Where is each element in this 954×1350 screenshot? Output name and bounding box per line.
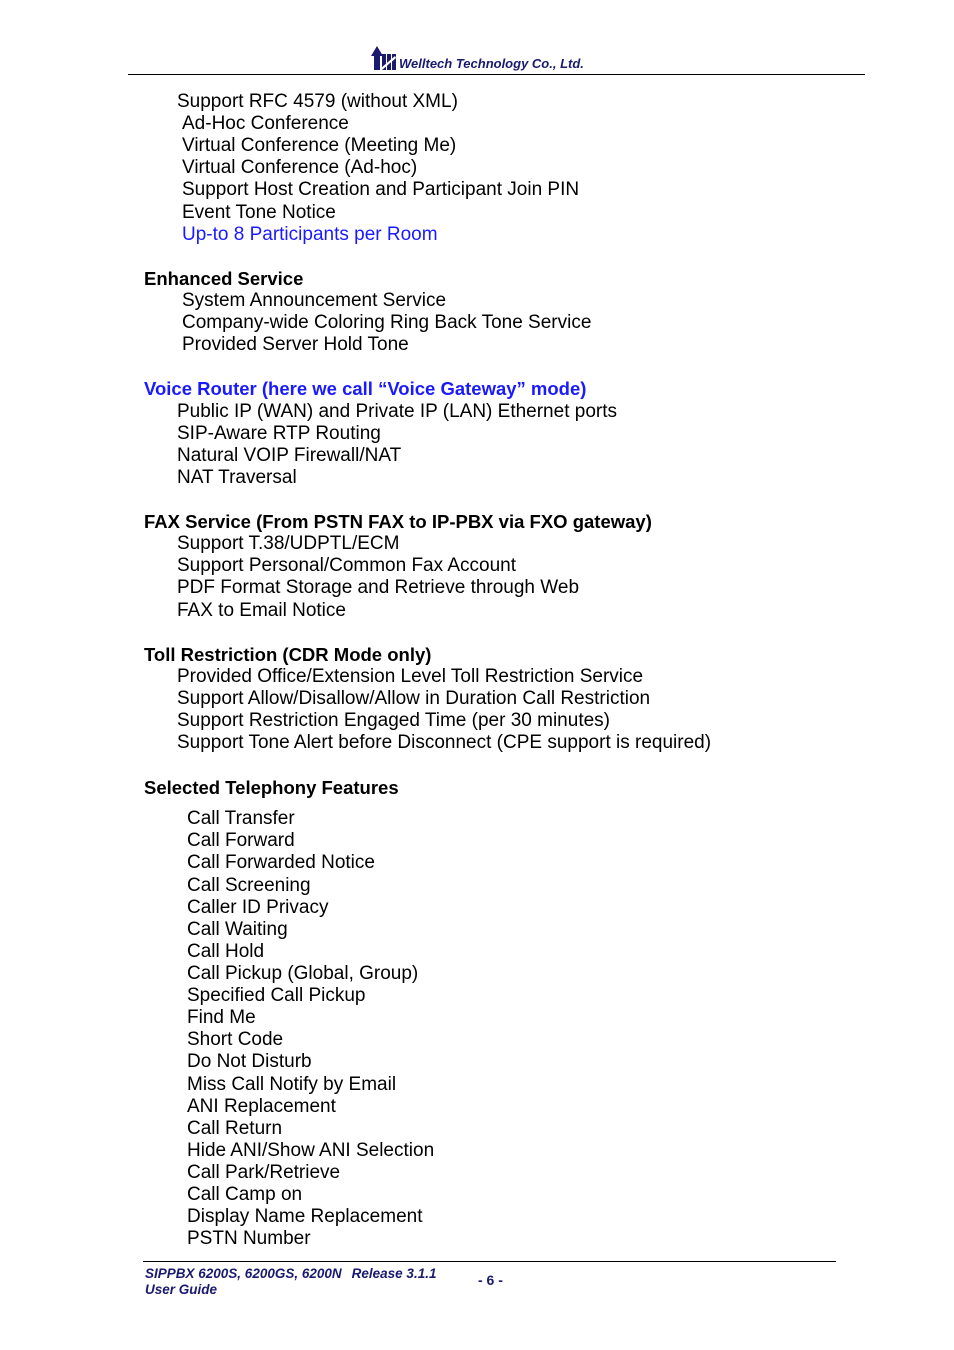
list-item: Miss Call Notify by Email	[187, 1074, 397, 1095]
list-item: Call Return	[187, 1118, 283, 1139]
list-item: System Announcement Service	[182, 290, 447, 311]
list-item: Caller ID Privacy	[187, 897, 329, 918]
footer-product: SIPPBX 6200S, 6200GS, 6200N	[145, 1266, 342, 1281]
section-heading-toll: Toll Restriction (CDR Mode only)	[144, 644, 432, 665]
header-divider	[128, 74, 865, 75]
list-item: Support Allow/Disallow/Allow in Duration Call Restriction	[177, 688, 651, 709]
section-heading-fax: FAX Service (From PSTN FAX to IP-PBX via FXO gateway)	[144, 511, 652, 532]
footer-release: Release 3.1.1	[351, 1266, 437, 1281]
page-number: - 6 -	[478, 1272, 503, 1288]
list-item: Provided Server Hold Tone	[182, 334, 409, 355]
list-item: Provided Office/Extension Level Toll Restriction Service	[177, 666, 644, 687]
list-item: Natural VOIP Firewall/NAT	[177, 445, 402, 466]
list-item: Support T.38/UDPTL/ECM	[177, 533, 400, 554]
section-heading-enhanced: Enhanced Service	[144, 268, 304, 289]
list-item: FAX to Email Notice	[177, 600, 346, 621]
list-item: Call Hold	[187, 941, 265, 962]
list-item: PSTN Number	[187, 1228, 311, 1249]
list-item: Hide ANI/Show ANI Selection	[187, 1140, 435, 1161]
footer-document-info	[145, 1266, 446, 1298]
list-item: Ad-Hoc Conference	[182, 113, 349, 134]
list-item: Virtual Conference (Meeting Me)	[182, 135, 457, 156]
section-heading-voice-router: Voice Router (here we call “Voice Gateway” mode)	[144, 378, 587, 399]
list-item: Find Me	[187, 1007, 256, 1028]
list-item: Call Screening	[187, 875, 311, 896]
list-item: Short Code	[187, 1029, 284, 1050]
list-item: Call Pickup (Global, Group)	[187, 963, 419, 984]
list-item: Public IP (WAN) and Private IP (LAN) Ethernet ports	[177, 401, 617, 422]
page-header	[0, 40, 954, 80]
list-item: Call Transfer	[187, 808, 295, 829]
list-item: PDF Format Storage and Retrieve through Web	[177, 577, 580, 598]
list-item: Call Waiting	[187, 919, 288, 940]
list-item: Company-wide Coloring Ring Back Tone Service	[182, 312, 592, 333]
list-item: Support Host Creation and Participant Join PIN	[182, 179, 580, 200]
footer-divider	[143, 1261, 836, 1262]
company-name: Welltech Technology Co., Ltd.	[399, 56, 584, 71]
list-item: ANI Replacement	[187, 1096, 336, 1117]
list-item: Call Forward	[187, 830, 295, 851]
list-item: Support RFC 4579 (without XML)	[177, 91, 458, 112]
list-item: Call Park/Retrieve	[187, 1162, 341, 1183]
list-item: Call Camp on	[187, 1184, 303, 1205]
list-item: SIP-Aware RTP Routing	[177, 423, 381, 444]
list-item: Support Tone Alert before Disconnect (CPE support is required)	[177, 732, 712, 753]
list-item: NAT Traversal	[177, 467, 297, 488]
footer-guide: User Guide	[145, 1282, 218, 1297]
list-item: Call Forwarded Notice	[187, 852, 375, 873]
list-item-highlighted: Up-to 8 Participants per Room	[182, 224, 438, 245]
list-item: Support Restriction Engaged Time (per 30 minutes)	[177, 710, 610, 731]
list-item: Specified Call Pickup	[187, 985, 366, 1006]
list-item: Display Name Replacement	[187, 1206, 423, 1227]
section-heading-telephony: Selected Telephony Features	[144, 777, 399, 798]
list-item: Event Tone Notice	[182, 202, 336, 223]
list-item: Virtual Conference (Ad-hoc)	[182, 157, 418, 178]
list-item: Do Not Disturb	[187, 1051, 312, 1072]
list-item: Support Personal/Common Fax Account	[177, 555, 517, 576]
company-logo-icon	[369, 44, 397, 70]
